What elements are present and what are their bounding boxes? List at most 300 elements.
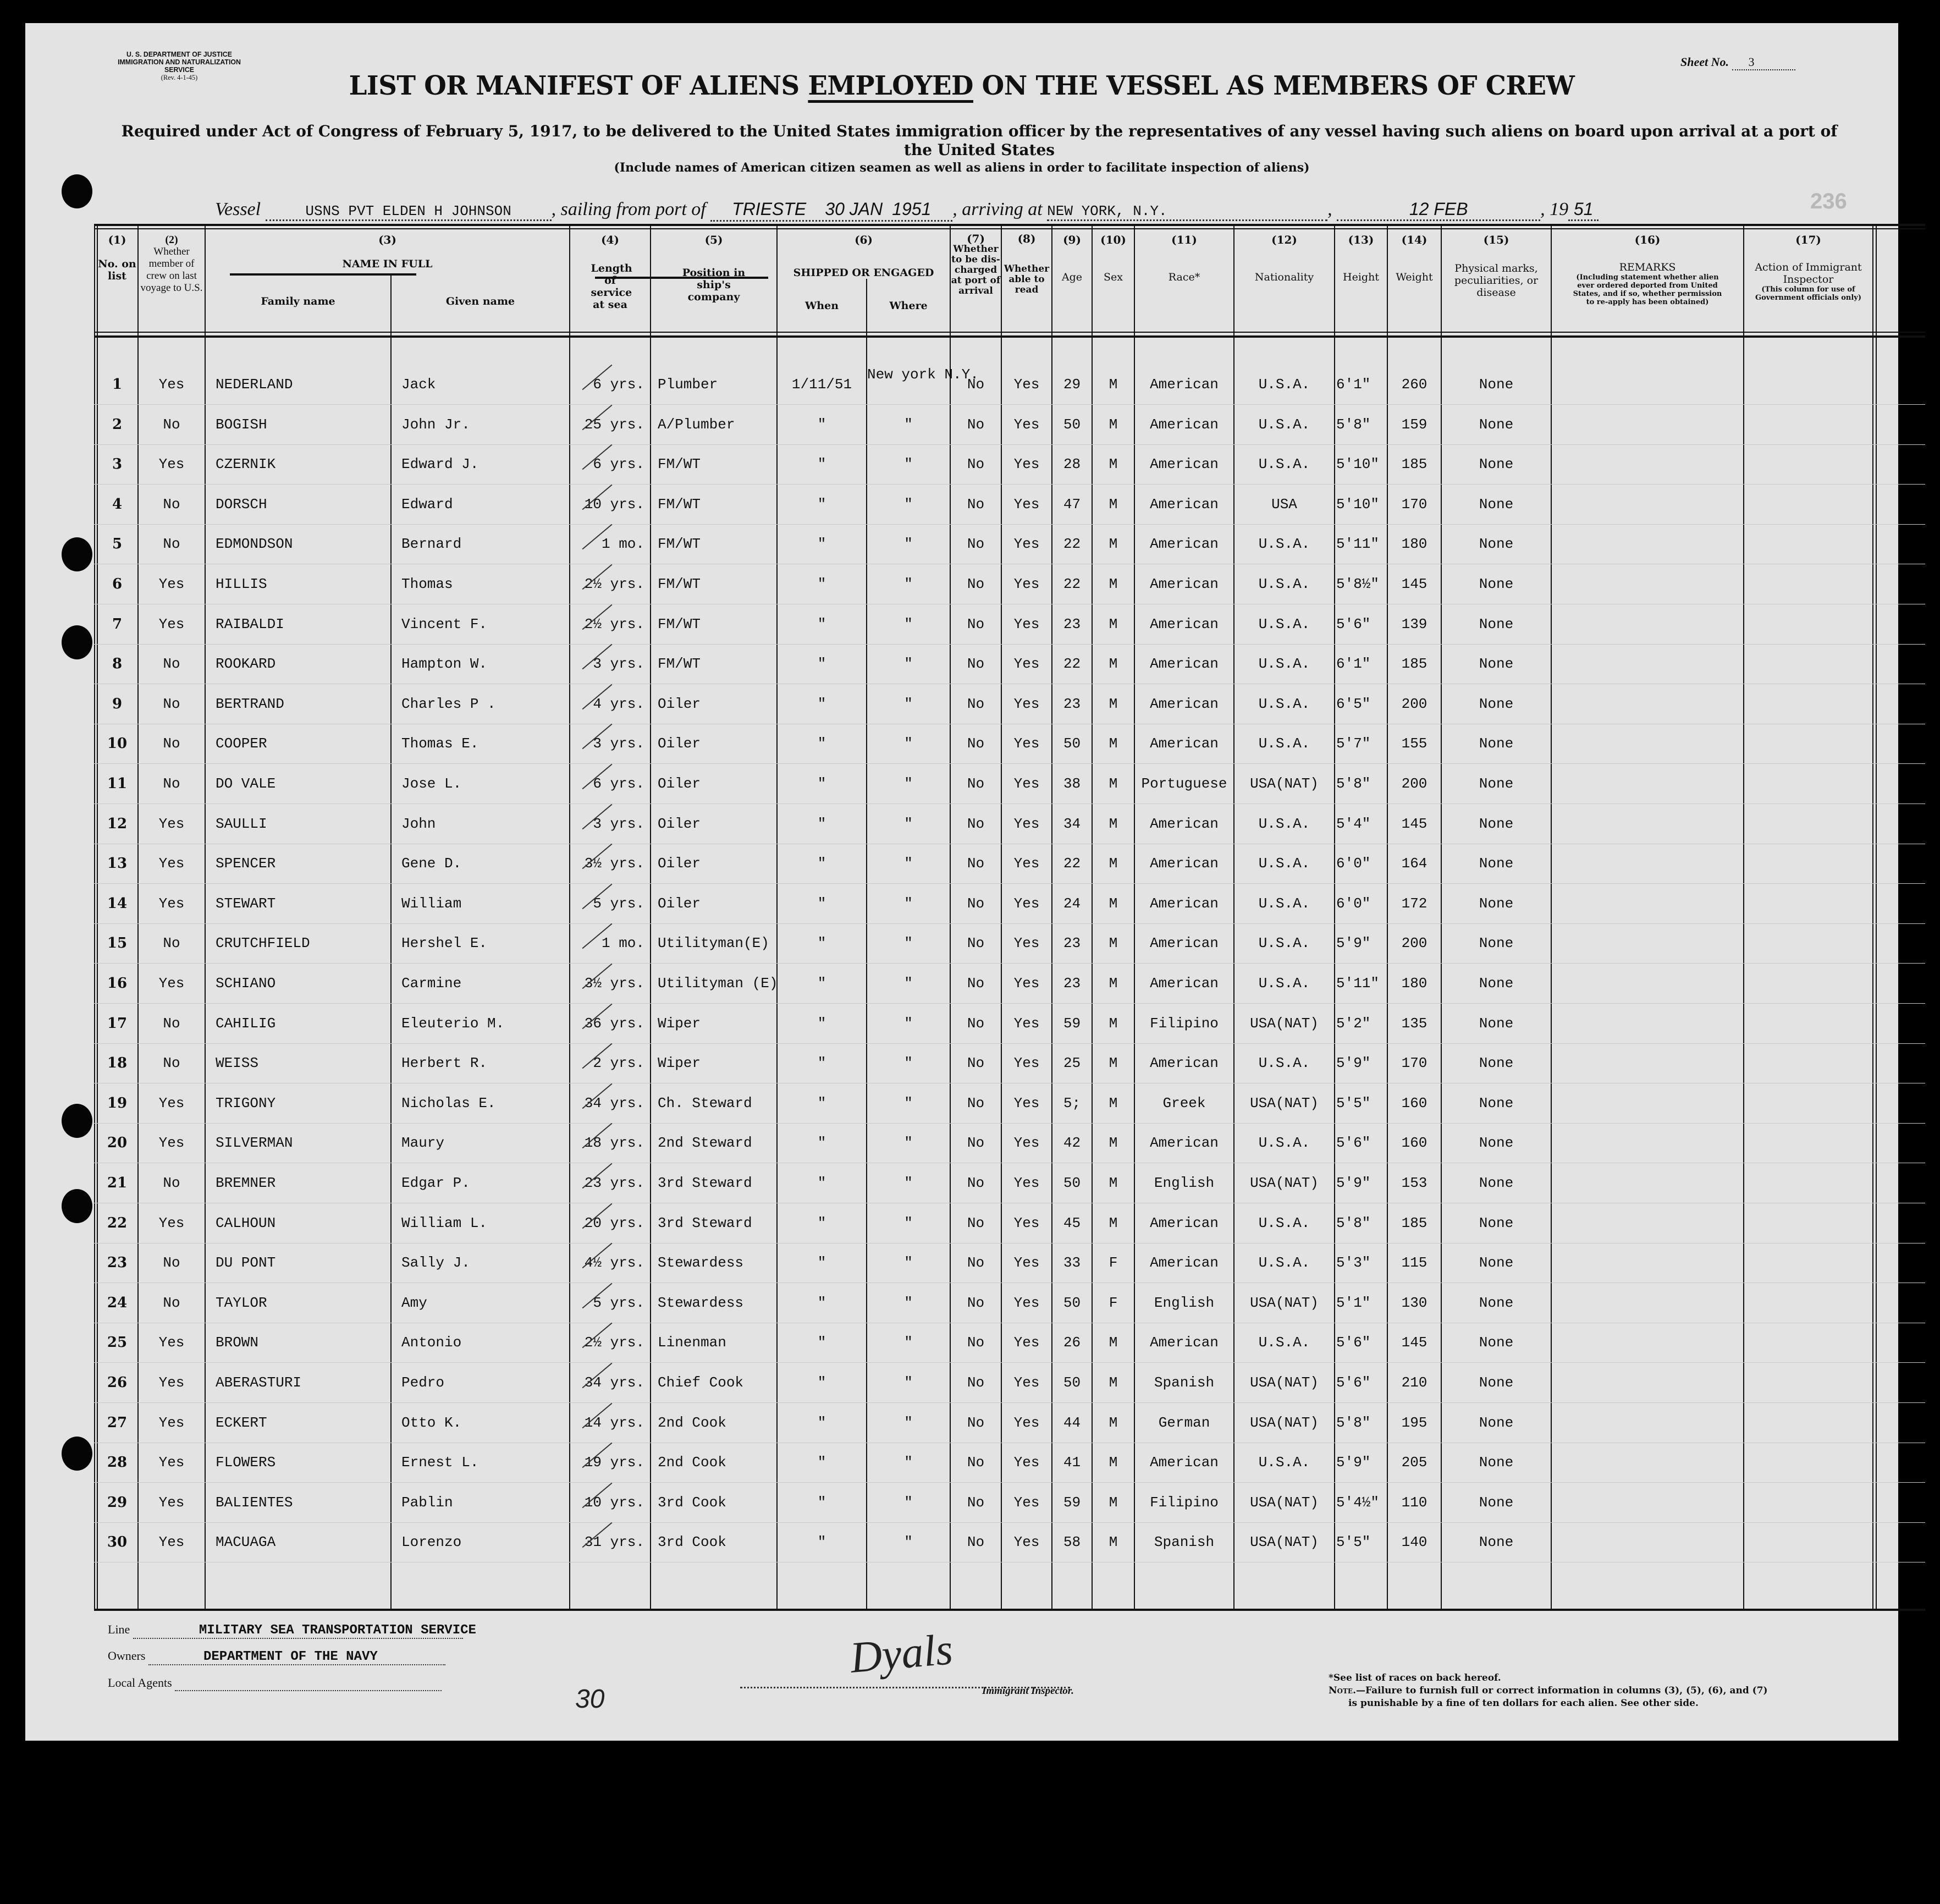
table-row [94,1243,1925,1283]
nationality-cell: U.S.A. [1258,935,1310,952]
physical-marks-cell: None [1479,1334,1514,1351]
age-cell: 38 [1063,775,1081,792]
position-cell: A/Plumber [658,416,735,433]
position-cell: Stewardess [658,1294,744,1311]
race-cell: American [1150,1254,1219,1272]
physical-marks-cell: None [1479,1414,1514,1431]
sex-cell: M [1109,775,1118,792]
shipped-where-cell: " [904,1254,913,1272]
last-voyage-cell: Yes [158,1534,185,1551]
race-cell: American [1150,376,1219,393]
row-number: 29 [107,1494,128,1511]
height-cell: 5'8" [1336,1414,1371,1431]
col-header-inspector-action: (17) Action of Immigrant Inspector (This column for use of Government officials only) [1755,233,1862,302]
service-length-cell: 4½ yrs. [584,1254,644,1272]
penalty-note-cont: is punishable by a fine of ten dollars for each alien. See other side. [1348,1698,1699,1709]
owners-field: Owners DEPARTMENT OF THE NAVY [108,1649,445,1665]
sex-cell: M [1109,536,1118,553]
able-to-read-cell: Yes [1013,775,1040,792]
sex-cell: M [1109,576,1118,592]
service-length-cell: 6 yrs. [593,376,644,393]
discharged-cell: No [967,975,985,992]
table-row [94,764,1925,804]
shipped-when-cell: " [817,1374,826,1391]
height-cell: 5'6" [1336,1334,1371,1351]
inspector-action-cell [1744,564,1872,604]
form-revision: (Rev. 4-1-45) [161,73,198,81]
height-cell: 5'6" [1336,615,1371,632]
physical-marks-cell: None [1479,1294,1514,1311]
row-number: 15 [107,935,128,952]
shipped-where-cell: " [904,775,913,792]
last-voyage-cell: No [163,656,180,673]
nationality-cell: USA(NAT) [1250,1175,1319,1191]
weight-cell: 155 [1401,735,1428,752]
discharged-cell: No [967,1414,985,1431]
age-cell: 44 [1063,1414,1081,1431]
physical-marks-cell: None [1479,975,1514,992]
position-cell: Oiler [658,735,701,752]
shipped-where-cell: " [904,615,913,632]
binder-hole [62,1189,92,1223]
table-row [94,884,1925,924]
page-title: LIST OR MANIFEST OF ALIENS EMPLOYED ON THE VESSEL AS MEMBERS OF CREW [349,70,1575,101]
col-header-physical-marks: (15) Physical marks, peculiarities, or disease [1454,233,1539,299]
position-cell: Utilityman(E) [658,935,769,952]
weight-cell: 130 [1401,1294,1428,1311]
weight-cell: 160 [1401,1135,1428,1152]
col-header-last-voyage: (2) Whether member of crew on last voyage to U.S. [140,234,203,294]
height-cell: 6'5" [1336,695,1371,712]
nationality-cell: USA [1271,496,1297,513]
age-cell: 29 [1063,376,1081,393]
service-length-cell: 3 yrs. [593,735,644,752]
col-header-when: When [804,300,839,312]
handwritten-count: 30 [575,1685,605,1714]
able-to-read-cell: Yes [1013,975,1040,992]
physical-marks-cell: None [1479,1135,1514,1152]
sex-cell: M [1109,1454,1118,1471]
race-cell: American [1150,815,1219,832]
table-row [94,684,1925,724]
last-voyage-cell: Yes [158,855,185,872]
family-name-cell: FLOWERS [216,1454,276,1471]
shipped-when-cell: " [817,975,826,992]
inspector-action-cell [1744,405,1872,444]
inspector-action-cell [1744,1043,1872,1083]
age-cell: 22 [1063,536,1081,553]
race-cell: American [1150,695,1219,712]
remarks-cell [1552,365,1743,404]
service-length-cell: 36 yrs. [584,1015,644,1032]
given-name-cell: Jack [401,376,436,393]
physical-marks-cell: None [1479,536,1514,553]
nationality-cell: U.S.A. [1258,815,1310,832]
inspector-action-cell [1744,644,1872,684]
discharged-cell: No [967,695,985,712]
physical-marks-cell: None [1479,1374,1514,1391]
weight-cell: 110 [1401,1494,1428,1511]
service-length-cell: 3 yrs. [593,656,644,673]
remarks-cell [1552,804,1743,844]
sex-cell: M [1109,1334,1118,1351]
discharged-cell: No [967,1135,985,1152]
physical-marks-cell: None [1479,1015,1514,1032]
physical-marks-cell: None [1479,1055,1514,1072]
height-cell: 5'3" [1336,1254,1371,1272]
last-voyage-cell: Yes [158,1414,185,1431]
nationality-cell: USA(NAT) [1250,1494,1319,1511]
height-cell: 5'9" [1336,1055,1371,1072]
given-name-cell: Jose L. [401,775,462,792]
row-number: 13 [107,855,128,872]
race-cell: American [1150,576,1219,592]
row-number: 16 [107,975,128,992]
table-row [94,644,1925,684]
service-length-cell: 5 yrs. [593,1294,644,1311]
agency-department: U. S. DEPARTMENT OF JUSTICE [126,50,232,58]
weight-cell: 170 [1401,496,1428,513]
height-cell: 5'5" [1336,1094,1371,1111]
given-name-cell: Pablin [401,1494,453,1511]
given-name-cell: Herbert R. [401,1055,488,1072]
last-voyage-cell: No [163,496,180,513]
service-length-cell: 34 yrs. [584,1374,644,1391]
binder-hole [62,625,92,659]
col-header-age: (9) Age [1061,233,1083,283]
shipped-where-cell: " [904,416,913,433]
table-row [94,804,1925,844]
vessel-field: USNS PVT ELDEN H JOHNSON [266,203,552,221]
age-cell: 33 [1063,1254,1081,1272]
inspector-action-cell [1744,524,1872,564]
given-name-cell: William [401,895,462,912]
departure-field [710,199,952,222]
position-cell: Oiler [658,775,701,792]
given-name-cell: Hershel E. [401,935,488,952]
family-name-cell: EDMONDSON [216,536,293,553]
service-length-cell: 4 yrs. [593,695,644,712]
sex-cell: M [1109,1015,1118,1032]
family-name-cell: MACUAGA [216,1534,276,1551]
sex-cell: M [1109,1494,1118,1511]
family-name-cell: DO VALE [216,775,276,792]
family-name-cell: SPENCER [216,855,276,872]
sheet-label: Sheet No. [1680,55,1729,69]
given-name-cell: Thomas E. [401,735,479,752]
position-cell: 3rd Cook [658,1494,726,1511]
arrival-port-field: NEW YORK, N.Y. [1047,203,1327,221]
row-number: 21 [107,1175,128,1191]
nationality-cell: U.S.A. [1258,1135,1310,1152]
race-cell: American [1150,496,1219,513]
height-cell: 5'10" [1336,456,1380,473]
remarks-cell [1552,1363,1743,1402]
discharged-cell: No [967,615,985,632]
shipped-where-cell: " [904,1135,913,1152]
remarks-cell [1552,1043,1743,1083]
height-cell: 5'7" [1336,735,1371,752]
inspector-action-cell [1744,884,1872,923]
race-cell: Spanish [1154,1374,1215,1391]
table-row [94,564,1925,604]
owners-value: DEPARTMENT OF THE NAVY [203,1649,378,1664]
row-number: 7 [112,615,123,632]
shipped-when-cell: " [817,656,826,673]
position-cell: Stewardess [658,1254,744,1272]
nationality-cell: U.S.A. [1258,615,1310,632]
shipped-where-cell: " [904,1175,913,1191]
height-cell: 5'4" [1336,815,1371,832]
inspector-action-cell [1744,923,1872,963]
discharged-cell: No [967,1175,985,1191]
service-length-cell: 23 yrs. [584,1175,644,1191]
col-header-height: (13) Height [1343,233,1379,283]
discharged-cell: No [967,656,985,673]
row-number: 28 [107,1454,128,1471]
race-cell: English [1154,1294,1215,1311]
col-header-position: (5) Position in ship's company [682,233,746,303]
physical-marks-cell: None [1479,496,1514,513]
weight-cell: 145 [1401,815,1428,832]
shipped-where-cell: " [904,1334,913,1351]
row-number: 12 [107,815,128,832]
height-cell: 5'9" [1336,1454,1371,1471]
sheet-number [1680,55,1795,70]
nationality-cell: U.S.A. [1258,576,1310,592]
race-cell: American [1150,416,1219,433]
sex-cell: M [1109,1175,1118,1191]
shipped-when-cell: " [817,416,826,433]
discharged-cell: No [967,1494,985,1511]
sex-cell: M [1109,1214,1118,1231]
col-header-given-name: Given name [445,295,515,307]
family-name-cell: HILLIS [216,576,267,592]
age-cell: 58 [1063,1534,1081,1551]
shipped-where-cell: " [904,895,913,912]
height-cell: 5'1" [1336,1294,1371,1311]
inspector-action-cell [1744,1283,1872,1323]
race-cell: American [1150,536,1219,553]
row-number: 6 [112,576,123,592]
able-to-read-cell: Yes [1013,1454,1040,1471]
nationality-cell: USA(NAT) [1250,1015,1319,1032]
height-cell: 6'1" [1336,376,1371,393]
discharged-cell: No [967,1374,985,1391]
physical-marks-cell: None [1479,935,1514,952]
height-cell: 5'10" [1336,496,1380,513]
weight-cell: 185 [1401,456,1428,473]
col-header-weight: (14) Weight [1396,233,1433,283]
discharged-cell: No [967,1055,985,1072]
height-cell: 5'11" [1336,536,1380,553]
table-row [94,724,1925,764]
family-name-cell: SCHIANO [216,975,276,992]
family-name-cell: BALIENTES [216,1494,293,1511]
shipped-where-cell: " [904,1294,913,1311]
sex-cell: F [1109,1294,1118,1311]
height-cell: 6'0" [1336,855,1371,872]
inspector-action-cell [1744,1363,1872,1402]
family-name-cell: SILVERMAN [216,1135,293,1152]
age-cell: 28 [1063,456,1081,473]
position-cell: Utilityman (E) [658,975,778,992]
last-voyage-cell: No [163,416,180,433]
table-row [94,1004,1925,1044]
shipped-where-cell: " [904,536,913,553]
name-subheader-rule [230,273,416,276]
row-number: 10 [107,735,128,752]
remarks-cell [1552,1163,1743,1203]
row-number: 1 [112,376,123,393]
service-length-cell: 25 yrs. [584,416,644,433]
shipped-when-cell: " [817,536,826,553]
physical-marks-cell: None [1479,1254,1514,1272]
sex-cell: M [1109,935,1118,952]
given-name-cell: Edgar P. [401,1175,470,1191]
remarks-cell [1552,724,1743,763]
inspector-action-cell [1744,724,1872,763]
family-name-cell: CALHOUN [216,1214,276,1231]
shipped-when-cell: " [817,1094,826,1111]
manifest-sheet [25,23,1898,1741]
row-number: 2 [112,416,123,433]
family-name-cell: BOGISH [216,416,267,433]
legal-requirement: Required under Act of Congress of February 5, 1917, to be delivered to the United States immigration officer by the representatives of any vessel having such aliens on board upon arrival at a port of the United States [121,122,1838,159]
page-stamp-number: 236 [1810,189,1847,213]
row-number: 26 [107,1374,128,1391]
physical-marks-cell: None [1479,456,1514,473]
races-note: *See list of races on back hereof. [1329,1672,1501,1683]
row-number: 25 [107,1334,128,1351]
sex-cell: M [1109,815,1118,832]
able-to-read-cell: Yes [1013,895,1040,912]
shipped-when-cell: " [817,615,826,632]
remarks-cell [1552,844,1743,883]
age-cell: 45 [1063,1214,1081,1231]
weight-cell: 195 [1401,1414,1428,1431]
race-cell: Spanish [1154,1534,1215,1551]
nationality-cell: U.S.A. [1258,1334,1310,1351]
last-voyage-cell: Yes [158,895,185,912]
shipped-where-cell: " [904,695,913,712]
family-name-cell: BREMNER [216,1175,276,1191]
given-name-cell: Ernest L. [401,1454,479,1471]
height-cell: 6'0" [1336,895,1371,912]
last-voyage-cell: No [163,735,180,752]
shipped-when-cell: " [817,1334,826,1351]
remarks-cell [1552,1403,1743,1443]
include-note: (Include names of American citizen seamen as well as aliens in order to facilitate inspection of aliens) [614,161,1310,175]
height-cell: 5'2" [1336,1015,1371,1032]
vessel-label: Vessel [215,199,261,219]
able-to-read-cell: Yes [1013,416,1040,433]
inspector-action-cell [1744,444,1872,484]
discharged-cell: No [967,536,985,553]
able-to-read-cell: Yes [1013,1334,1040,1351]
family-name-cell: CZERNIK [216,456,276,473]
service-length-cell: 2½ yrs. [584,615,644,632]
physical-marks-cell: None [1479,1175,1514,1191]
last-voyage-cell: Yes [158,376,185,393]
inspector-action-cell [1744,604,1872,644]
height-cell: 5'6" [1336,1135,1371,1152]
nationality-cell: USA(NAT) [1250,1094,1319,1111]
shipped-when-cell: " [817,1254,826,1272]
remarks-cell [1552,444,1743,484]
family-name-cell: WEISS [216,1055,259,1072]
table-row [94,524,1925,564]
row-number: 5 [112,536,123,553]
last-voyage-cell: Yes [158,615,185,632]
shipped-where-cell: " [904,935,913,952]
discharged-cell: No [967,416,985,433]
position-cell: Ch. Steward [658,1094,752,1111]
discharged-cell: No [967,1214,985,1231]
able-to-read-cell: Yes [1013,1094,1040,1111]
discharged-cell: No [967,1254,985,1272]
given-name-cell: Charles P . [401,695,496,712]
race-cell: American [1150,456,1219,473]
nationality-cell: USA(NAT) [1250,1294,1319,1311]
given-name-cell: Hampton W. [401,656,488,673]
height-cell: 5'5" [1336,1534,1371,1551]
family-name-cell: ABERASTURI [216,1374,302,1391]
last-voyage-cell: Yes [158,456,185,473]
physical-marks-cell: None [1479,735,1514,752]
race-cell: German [1158,1414,1210,1431]
last-voyage-cell: No [163,536,180,553]
service-length-cell: 19 yrs. [584,1454,644,1471]
nationality-cell: U.S.A. [1258,416,1310,433]
physical-marks-cell: None [1479,1454,1514,1471]
able-to-read-cell: Yes [1013,695,1040,712]
family-name-cell: BROWN [216,1334,259,1351]
shipped-where-cell: " [904,1214,913,1231]
height-cell: 5'9" [1336,1175,1371,1191]
given-name-cell: John [401,815,436,832]
remarks-cell [1552,564,1743,604]
sex-cell: F [1109,1254,1118,1272]
sex-cell: M [1109,1374,1118,1391]
discharged-cell: No [967,496,985,513]
service-length-cell: 6 yrs. [593,456,644,473]
col-header-nationality: (12) Nationality [1254,233,1314,283]
given-name-cell: Maury [401,1135,445,1152]
position-cell: Wiper [658,1015,701,1032]
sex-cell: M [1109,1094,1118,1111]
shipped-when-cell: " [817,576,826,592]
physical-marks-cell: None [1479,1094,1514,1111]
weight-cell: 139 [1401,615,1428,632]
agency-service: IMMIGRATION AND NATURALIZATION SERVICE [118,58,241,74]
remarks-cell [1552,923,1743,963]
sex-cell: M [1109,615,1118,632]
given-name-cell: Edward [401,496,453,513]
shipped-when-cell: " [817,1494,826,1511]
position-cell: FM/WT [658,536,701,553]
departure-year: 1951 [892,199,932,219]
family-name-cell: DORSCH [216,496,267,513]
able-to-read-cell: Yes [1013,1534,1040,1551]
able-to-read-cell: Yes [1013,1374,1040,1391]
sex-cell: M [1109,456,1118,473]
position-cell: FM/WT [658,576,701,592]
table-row [94,844,1925,884]
race-cell: American [1150,1334,1219,1351]
binder-hole [62,1437,92,1471]
row-number: 9 [112,695,123,712]
